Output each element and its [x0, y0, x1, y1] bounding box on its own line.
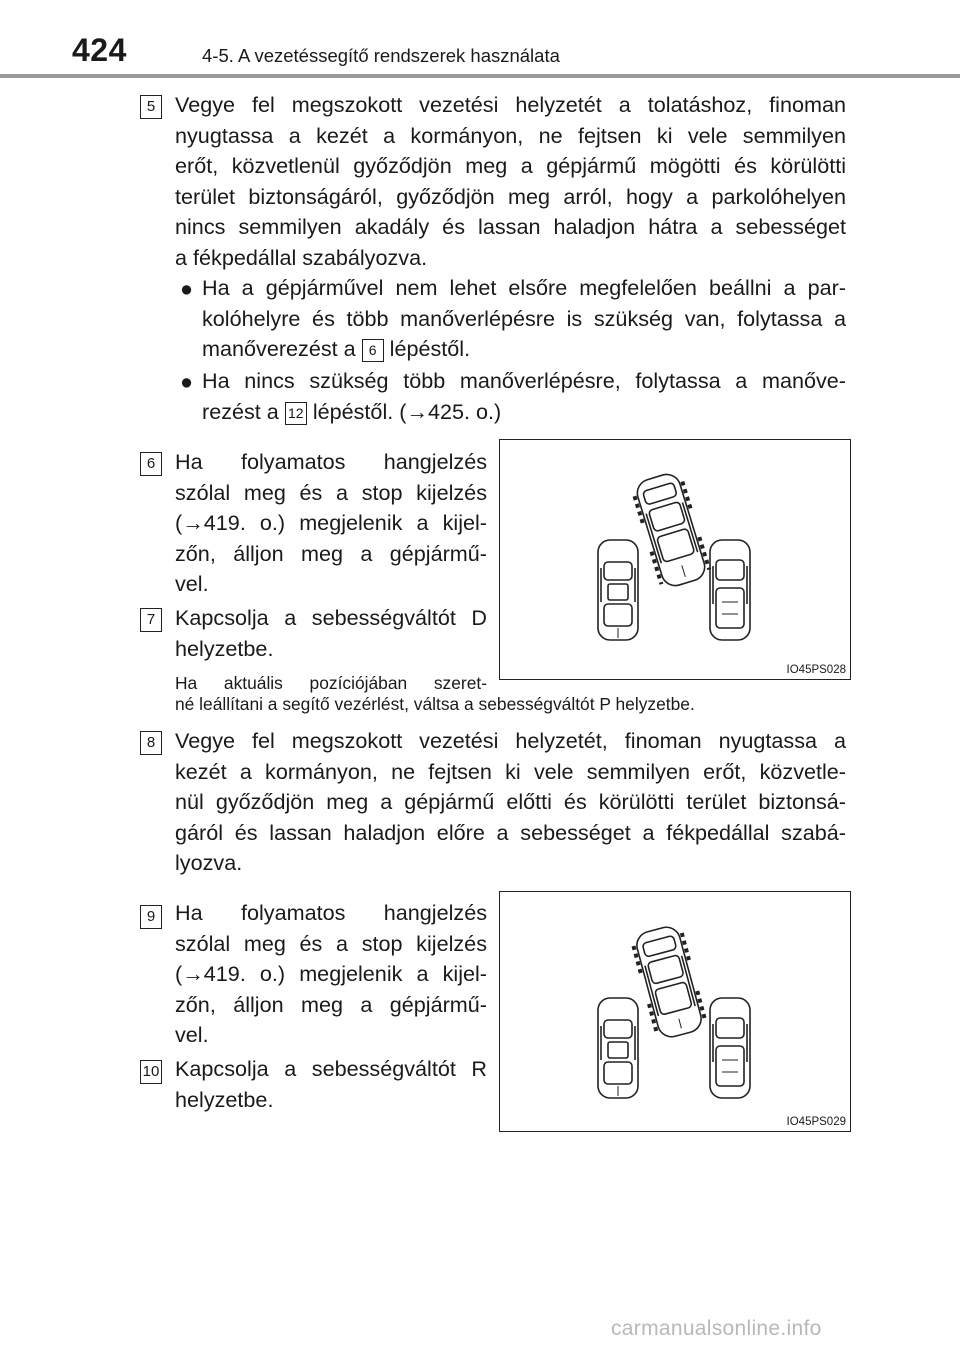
text-line: vel. [175, 1022, 209, 1048]
step-10-text [175, 1054, 487, 1115]
text-line: (→419. o.) megjelenik a kijel- [175, 961, 487, 987]
parked-car-right [710, 540, 750, 640]
text-line: a fékpedállal szabályozva. [175, 244, 428, 270]
text-line: (→419. o.) megjelenik a kijel- [175, 510, 487, 536]
step-9-text [175, 898, 487, 1051]
text-line: zőn, álljon meg a gépjármű- [175, 991, 487, 1017]
text-line: helyzetbe. [175, 635, 274, 661]
step-number-9: 9 [140, 905, 162, 929]
page-number: 424 [72, 32, 127, 68]
footer-watermark[interactable]: carmanualsonline.info [611, 1317, 822, 1340]
text-line: Kapcsolja a sebességváltót D [175, 605, 487, 630]
text-line: Ha folyamatos hangjelzés [175, 449, 487, 474]
parked-car-left [598, 998, 638, 1098]
step-number-8: 8 [140, 731, 162, 755]
maneuvering-car [631, 923, 707, 1040]
text-line: Vegye fel megszokott vezetési helyzetét, finoman nyugtassa a [175, 728, 846, 753]
text-line: lyozva. [175, 850, 243, 876]
step-7-text [175, 603, 487, 664]
bullet-icon: ● [180, 369, 194, 394]
text-line: nül győződjön meg a gépjármű előtti és körülötti terület biztonsá- [175, 789, 846, 815]
step-number-5: 5 [140, 95, 162, 119]
bullet-text [202, 273, 846, 365]
text-line: nincs semmilyen akadály és lassan haladjon hátra a sebességet [175, 214, 846, 240]
text-line: Ha a gépjárművel nem lehet elsőre megfelelően beállni a par- [202, 275, 846, 300]
bullet-icon: ● [180, 276, 194, 301]
text-line: szólal meg és a stop kijelzés [175, 479, 487, 505]
figure-parking-1 [499, 439, 851, 680]
figure-id: IO45PS029 [786, 1116, 846, 1128]
text-line: kolóhelyre és több manőverlépésre is szükség van, folytassa a [202, 305, 846, 331]
text-line: erőt, közvetlenül győződjön meg a gépjármű mögötti és körülötti [175, 153, 846, 179]
bullet-text [202, 366, 846, 427]
note-line: né leállítani a segítő vezérlést, váltsa a sebességváltót P helyzetbe. [175, 693, 695, 714]
text-line: kezét a kormányon, ne fejtsen ki vele semmilyen erőt, közvetle- [175, 758, 846, 784]
text-line [202, 334, 846, 365]
page-header [0, 0, 960, 78]
parked-car-left [598, 540, 638, 640]
step-number-6: 6 [140, 452, 162, 476]
step-6-text [175, 447, 487, 600]
header-rule [0, 74, 960, 78]
step-number-7: 7 [140, 608, 162, 632]
parking-diagram-2 [500, 892, 850, 1131]
text-line: Ha nincs szükség több manőverlépésre, folytassa a manőve- [202, 368, 846, 393]
text-line: vel. [175, 571, 209, 597]
step-5-text [175, 90, 846, 274]
text-line: Vegye fel megszokott vezetési helyzetét a tolatáshoz, finoman [175, 92, 846, 117]
note-line: Ha aktuális pozíciójában szeret- [175, 673, 487, 693]
step-number-10: 10 [140, 1060, 162, 1084]
step-reference-box: 6 [362, 339, 384, 362]
text-line: szólal meg és a stop kijelzés [175, 930, 487, 956]
text-line: Ha folyamatos hangjelzés [175, 900, 487, 925]
step-reference-box: 12 [285, 402, 307, 425]
maneuvering-car [631, 470, 711, 590]
section-title: 4-5. A vezetéssegítő rendszerek használata [202, 45, 560, 66]
figure-parking-2 [499, 891, 851, 1132]
parked-car-right [710, 998, 750, 1098]
text-fragment: rezést a [202, 398, 279, 424]
text-fragment: lépéstől. (→425. o.) [312, 398, 502, 424]
text-line: helyzetbe. [175, 1086, 274, 1112]
text-line: nyugtassa a kezét a kormányon, ne fejtsen ki vele semmilyen [175, 122, 846, 148]
step-8-text [175, 726, 846, 879]
text-fragment: lépéstől. [389, 336, 471, 362]
text-line: terület biztonságáról, győződjön meg arról, hogy a parkolóhelyen [175, 183, 846, 209]
text-fragment: manőverezést a [202, 336, 356, 362]
text-line: gáról és lassan haladjon előre a sebességet a fékpedállal szabá- [175, 819, 846, 845]
parking-diagram-1 [500, 440, 850, 679]
text-line: zőn, álljon meg a gépjármű- [175, 540, 487, 566]
text-line [202, 397, 846, 428]
text-line: Kapcsolja a sebességváltót R [175, 1056, 487, 1081]
figure-id: IO45PS028 [786, 664, 846, 676]
